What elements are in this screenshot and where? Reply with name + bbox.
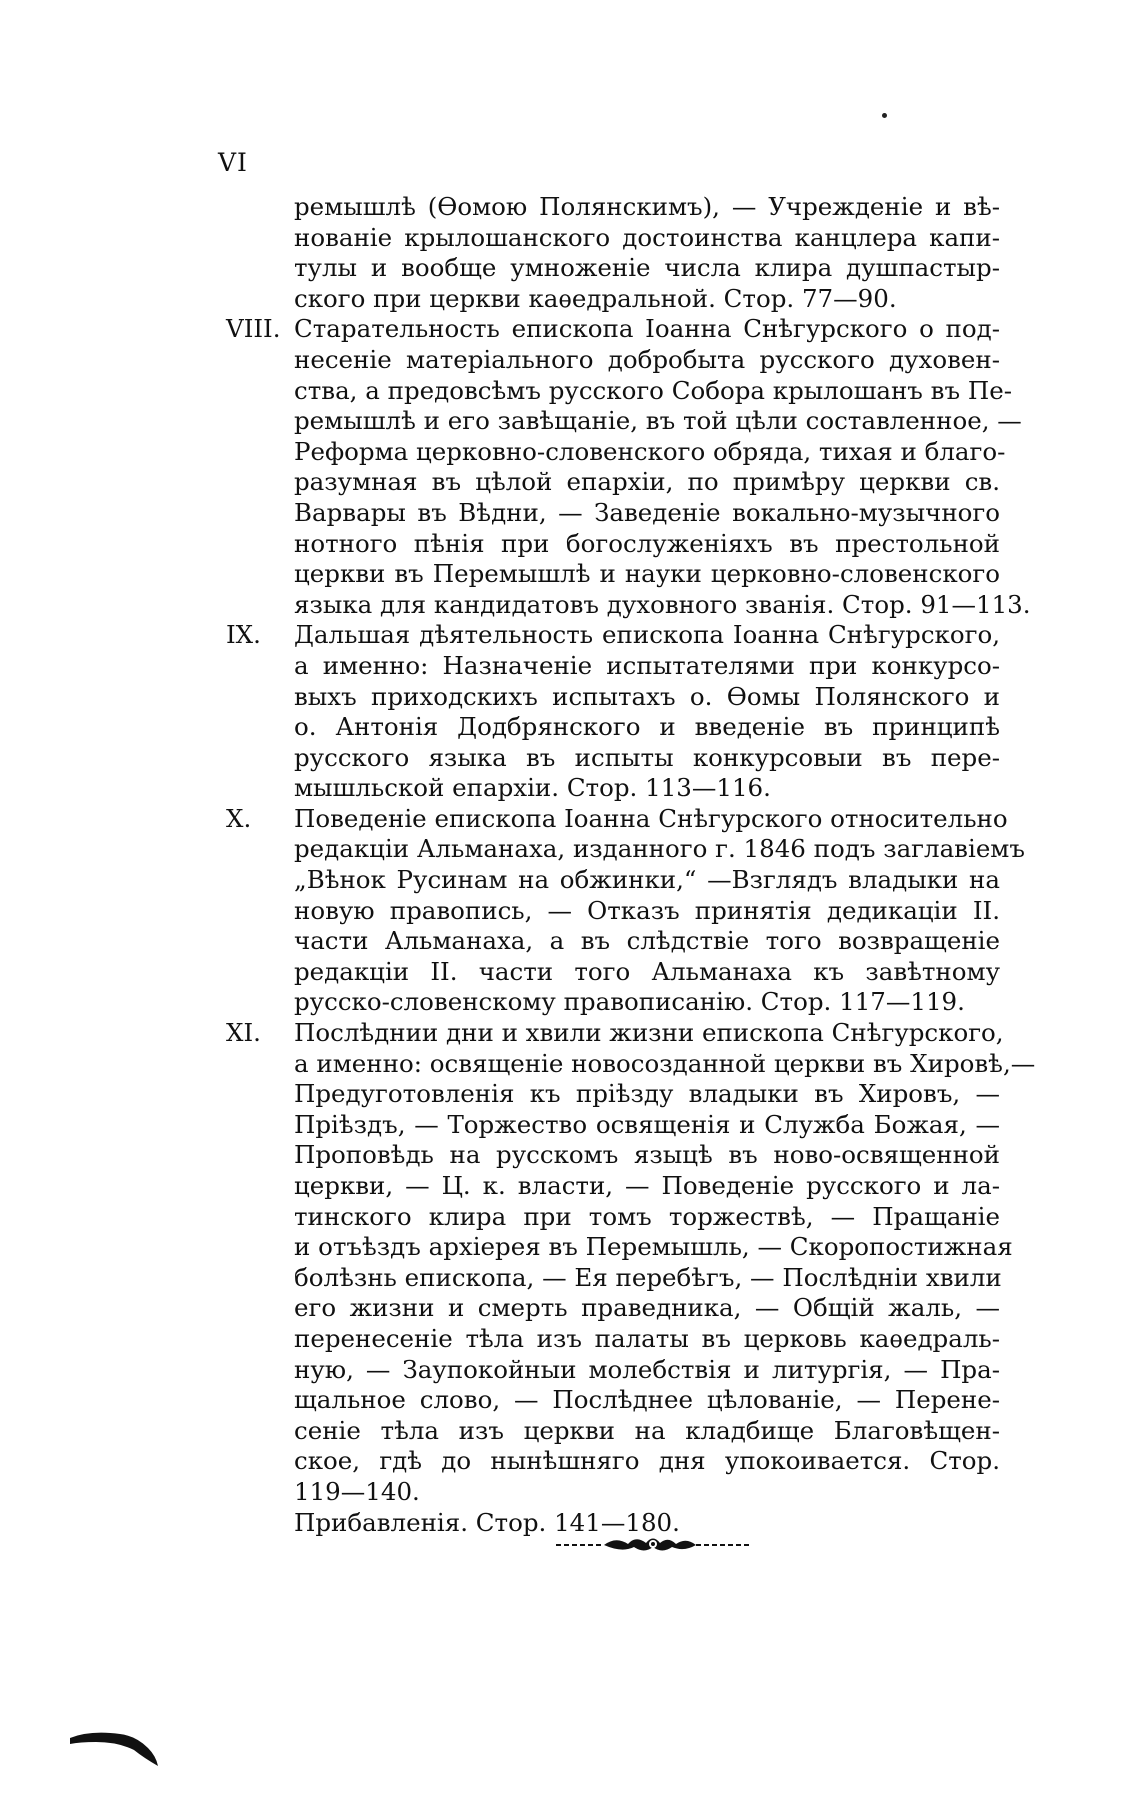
- text-line: русско-словенскому правописанію. Стор. 117—119.: [294, 987, 965, 1017]
- text-line: редакціи II. части того Альманаха къ завѣтному: [294, 956, 1000, 986]
- text-line: ремышлѣ и его завѣщаніе, въ той цѣли составленное, —: [294, 406, 1022, 436]
- section-numeral: X.: [226, 803, 252, 833]
- text-line: Поведеніе епископа Іоанна Снѣгурского относительно: [294, 803, 1008, 833]
- text-line: ское, гдѣ до нынѣшняго дня упокоивается. Стор.: [294, 1446, 1000, 1476]
- text-line: нотного пѣнія при богослуженіяхъ въ престольной: [294, 528, 1000, 558]
- text-line: нованіе крылошанского достоинства канцлера капи-: [294, 222, 1000, 252]
- toc-section-x: [226, 803, 1025, 1018]
- text-line: церкви въ Перемышлѣ и науки церковно-словенского: [294, 559, 1000, 589]
- toc-section-ix: [226, 620, 1000, 804]
- text-line: Реформа церковно-словенского обряда, тихая и благо-: [294, 436, 1006, 466]
- text-line: сеніе тѣла изъ церкви на кладбище Благовѣщен-: [294, 1415, 1000, 1445]
- text-line: Послѣднии дни и хвили жизни епископа Снѣгурского,: [294, 1018, 1004, 1048]
- text-line: мышльской епархіи. Стор. 113—116.: [294, 773, 771, 803]
- text-line: редакціи Альманаха, изданного г. 1846 подъ заглавіемъ: [294, 834, 1025, 864]
- text-line: ремышлѣ (Ѳомою Полянскимъ), — Учрежденіе и вѣ-: [294, 192, 1000, 221]
- text-line: Пріѣздъ, — Торжество освященія и Служба Божая, —: [294, 1109, 1000, 1139]
- text-line: о. Антонія Додбрянского и введеніе въ принципѣ: [294, 712, 1000, 742]
- text-line: а именно: освященіе новосозданной церкви въ Хировѣ,—: [294, 1048, 1036, 1078]
- text-line: ского при церкви каѳедральной. Стор. 77—90.: [294, 283, 897, 313]
- page-number: VI: [218, 148, 248, 177]
- print-speck: [882, 113, 887, 118]
- text-line: выхъ приходскихъ испытахъ о. Ѳомы Полянского и: [294, 681, 1000, 711]
- text-line: Варвары въ Вѣдни, — Заведеніе вокально-музычного: [294, 497, 1000, 527]
- text-line: русского языка въ испыты конкурсовыи въ пере-: [294, 742, 1000, 772]
- text-line: ную, — Заупокойныи молебствія и литургія, — Пра-: [294, 1354, 1000, 1384]
- text-line: „Вѣнок Русинам на обжинки,“ —Взглядъ владыки на: [294, 865, 1000, 895]
- ink-smudge-icon: [70, 1728, 160, 1768]
- text-line: ства, а предовсѣмъ русского Собора крылошанъ въ Пе-: [294, 375, 1012, 405]
- section-numeral: IX.: [226, 620, 261, 650]
- text-line: а именно: Назначеніе испытателями при конкурсо-: [294, 650, 1000, 680]
- table-of-contents: [226, 192, 1036, 1538]
- text-line: разумная въ цѣлой епархіи, по примѣру церкви св.: [294, 467, 1000, 497]
- text-line: Дальшая дѣятельность епископа Іоанна Снѣгурского,: [294, 620, 1000, 650]
- toc-section-xi: [226, 1018, 1036, 1538]
- text-line: Проповѣдь на русскомъ языцѣ въ ново-освященной: [294, 1140, 1000, 1170]
- text-line: языка для кандидатовъ духовного званія. Стор. 91—113.: [294, 589, 1031, 619]
- text-line: щальное слово, — Послѣднее цѣлованіе, — Перене-: [294, 1385, 1000, 1415]
- toc-section-viii: [226, 314, 1031, 620]
- text-line: 119—140.: [294, 1476, 420, 1506]
- text-line: перенесеніе тѣла изъ палаты въ церковь каѳедраль-: [294, 1323, 1000, 1353]
- text-line: тулы и вообще умноженіе числа клира душпастыр-: [294, 253, 1000, 283]
- section-numeral: VIII.: [226, 314, 281, 344]
- text-line: новую правопись, — Отказъ принятія дедикаціи II.: [294, 895, 1000, 925]
- text-line: Старательность епископа Іоанна Снѣгурского о под-: [294, 314, 1000, 344]
- text-line: Предуготовленія къ пріѣзду владыки въ Хировъ, —: [294, 1079, 1000, 1109]
- text-line: несеніе матеріального добробыта русского духовен-: [294, 344, 1000, 374]
- section-numeral: XI.: [226, 1018, 261, 1048]
- text-line: и отъѣздъ архіерея въ Перемышль, — Скоропостижная: [294, 1232, 1013, 1262]
- text-line: тинского клира при томъ торжествѣ, — Пращаніе: [294, 1201, 1000, 1231]
- text-line: болѣзнь епископа, — Ея перебѣгъ, — Послѣдніи хвили: [294, 1262, 1002, 1292]
- ornament-divider-icon: [556, 1532, 750, 1556]
- text-line: его жизни и смерть праведника, — Общій жаль, —: [294, 1293, 1000, 1323]
- toc-continuation: [226, 192, 1000, 314]
- appendix-line: Прибавленія. Стор. 141—180.: [294, 1507, 680, 1537]
- text-line: церкви, — Ц. к. власти, — Поведеніе русского и ла-: [294, 1171, 1000, 1200]
- text-line: части Альманаха, а въ слѣдствіе того возвращеніе: [294, 926, 1000, 956]
